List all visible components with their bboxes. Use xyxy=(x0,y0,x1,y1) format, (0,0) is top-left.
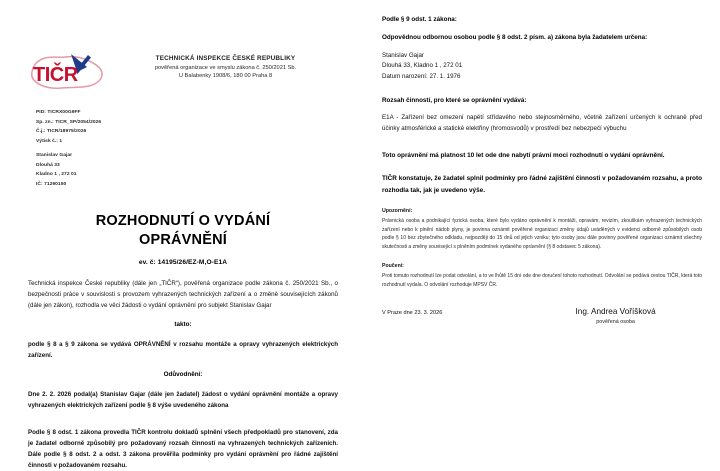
signatory xyxy=(529,306,702,325)
signatory-role: pověřená osoba xyxy=(596,319,635,326)
scope-text: E1A - Zařízení bez omezení napětí střídavého nebo stejnosměrného, včetně zařízení určených k ochraně před účinky atmosférické a statické elektřiny (hromosvodů) v prostředí bez nebezpečí výbuchu xyxy=(382,113,702,132)
scope-spacer xyxy=(382,138,702,150)
ticr-logo-icon xyxy=(28,52,106,92)
signature-place-date: V Praze dne 23. 3. 2026 xyxy=(382,309,443,316)
conclusion-spacer xyxy=(382,196,702,208)
document-metadata xyxy=(36,108,338,190)
recipient-city: Kladno 1 , 272 01 xyxy=(36,172,77,178)
conclusion-paragraph: TIČR konstatuje, že žadatel splnil podmínky pro řádné zajištění činnosti v požadovaném rozsahu, a proto rozhodla tak, jak je uvedeno výše. xyxy=(382,175,702,194)
organization-block xyxy=(113,52,338,80)
page-title-line-2: OPRÁVNĚNÍ xyxy=(138,231,227,248)
pouceni-label: Poučení: xyxy=(382,263,404,270)
scope-heading: Rozsah činností, pro které se oprávnění vydává: xyxy=(382,96,527,104)
intro-paragraph: Technická inspekce České republiky (dále jen „TIČR“), pověřená organizace podle zákona č. 250/2021 Sb., o bezpečnosti práce v souvislosti s provozem vyhrazených technických zařízení a o změně souvisejících zákonů (dále jen zákon), rozhodla ve věci žádosti o vydání oprávnění pro subjekt Stanislav Gajar xyxy=(28,279,338,309)
responsible-person-name: Stanislav Gajar xyxy=(382,51,424,59)
organization-address: U Balabenky 1908/6, 180 00 Praha 8 xyxy=(178,72,273,79)
validity-spacer xyxy=(382,161,702,173)
upozorneni-label: Upozornění: xyxy=(382,208,413,215)
meta-sp-zn: Sp. zn.: TICR_SP/2054/2026 xyxy=(36,119,102,125)
registration-number: ev. č: 14195/26/EZ-M,O-E1A xyxy=(138,258,228,266)
letterhead xyxy=(28,52,338,92)
organization-name: TECHNICKÁ INSPEKCE ČESKÉ REPUBLIKY xyxy=(155,55,296,62)
signatory-name: Ing. Andrea Voříšková xyxy=(575,306,656,316)
recipient-ic: IČ: 71290150 xyxy=(36,181,67,187)
page-title xyxy=(28,212,338,250)
odduvodneni-label: Odůvodnění: xyxy=(163,370,203,378)
takto-label: takto: xyxy=(174,320,192,328)
upozorneni-text: Právnická osoba a podnikající fyzická osoba, které bylo vydáno oprávnění k montáži, opravám, revizím, zkouškám vyhrazených technických zařízení nebo k plnění nádob plyny, je povinna oznámit pověřené organizaci změny údajů uváděných v evidenci odborně způsobilých osob podle § 10 bez zbytečného odkladu, nejpozději do 15 dnů od jejich vzniku; tyto osoby jsou dále povinny pověřené organizaci oznámit všechny skutečnosti a změny související s plněním podmínek vydaného oprávnění (§ 8 odstavec 5 zákona). xyxy=(382,218,702,250)
document-page-1 xyxy=(0,0,360,470)
upozorneni-spacer xyxy=(382,251,702,263)
paragraph-spacer xyxy=(28,420,338,427)
ruling-paragraph: podle § 8 a § 9 zákona se vydává OPRÁVNĚNÍ v rozsahu montáže a opravy vyhrazených elektrických zařízení. xyxy=(28,340,338,359)
title-spacer xyxy=(28,266,338,278)
meta-cj: Č.j.: TICR/18975/2026 xyxy=(36,129,87,135)
meta-pid: PID: TICRX00G9FF xyxy=(36,110,81,115)
responsible-person-address: Dlouhá 33, Kladno 1 , 272 01 xyxy=(382,62,463,70)
pouceni-text: Proti tomuto rozhodnutí lze podat odvolání, a to ve lhůtě 15 dní ode dne doručení tohoto rozhodnutí. Odvolání se podává cestou TIČR, která toto rozhodnutí vydala. O odvolání rozhoduje MPSV ČR. xyxy=(382,273,702,289)
page-title-line-1: ROZHODNUTÍ O VYDÁNÍ xyxy=(95,212,271,229)
odduvodneni-paragraph-1: Dne 2. 2. 2026 podal(a) Stanislav Gajar (dále jen žadatel) žádost o vydání oprávnění montáže a opravy vyhrazených elektrických zařízení podle § 8 výše uvedeného zákona xyxy=(28,390,338,409)
validity-paragraph: Toto oprávnění má platnost 10 let ode dne nabytí právní moci rozhodnutí o vydání oprávnění. xyxy=(382,151,665,159)
svg-text:TIČR: TIČR xyxy=(33,64,78,86)
responsible-person-heading: Odpovědnou odbornou osobou podle § 8 odst. 2 písm. a) zákona byla žadatelem určena: xyxy=(382,34,648,42)
podle-9-heading: Podle § 9 odst. 1 zákona: xyxy=(382,16,457,23)
document-page-2 xyxy=(360,0,720,463)
meta-vytisk: Výtisk č.: 1 xyxy=(36,138,63,144)
signature-block xyxy=(382,306,702,325)
recipient-street: Dlouhá 33 xyxy=(36,162,60,168)
responsible-person-birthdate: Datum narození: 27. 1. 1976 xyxy=(382,72,461,80)
odduvodneni-paragraph-2: Podle § 8 odst. 1 zákona provedla TIČR kontrolu dokladů splnění všech předpokladů pro stanovení, zda je žadatel odborně způsobilý pro požadovaný rozsah činností na vyhrazených technických zařízeních. Dále podle § 8 odst. 2 a odst. 3 zákona prověřila podmínky pro vydání oprávnění pro řádné zajištění činnosti v požadovaném rozsahu. xyxy=(28,428,338,470)
recipient-name: Stanislav Gajar xyxy=(36,153,73,159)
organization-subtitle: pověřená organizace ve smyslu zákona č. 250/2021 Sb. xyxy=(154,64,297,71)
responsible-spacer xyxy=(382,83,702,95)
